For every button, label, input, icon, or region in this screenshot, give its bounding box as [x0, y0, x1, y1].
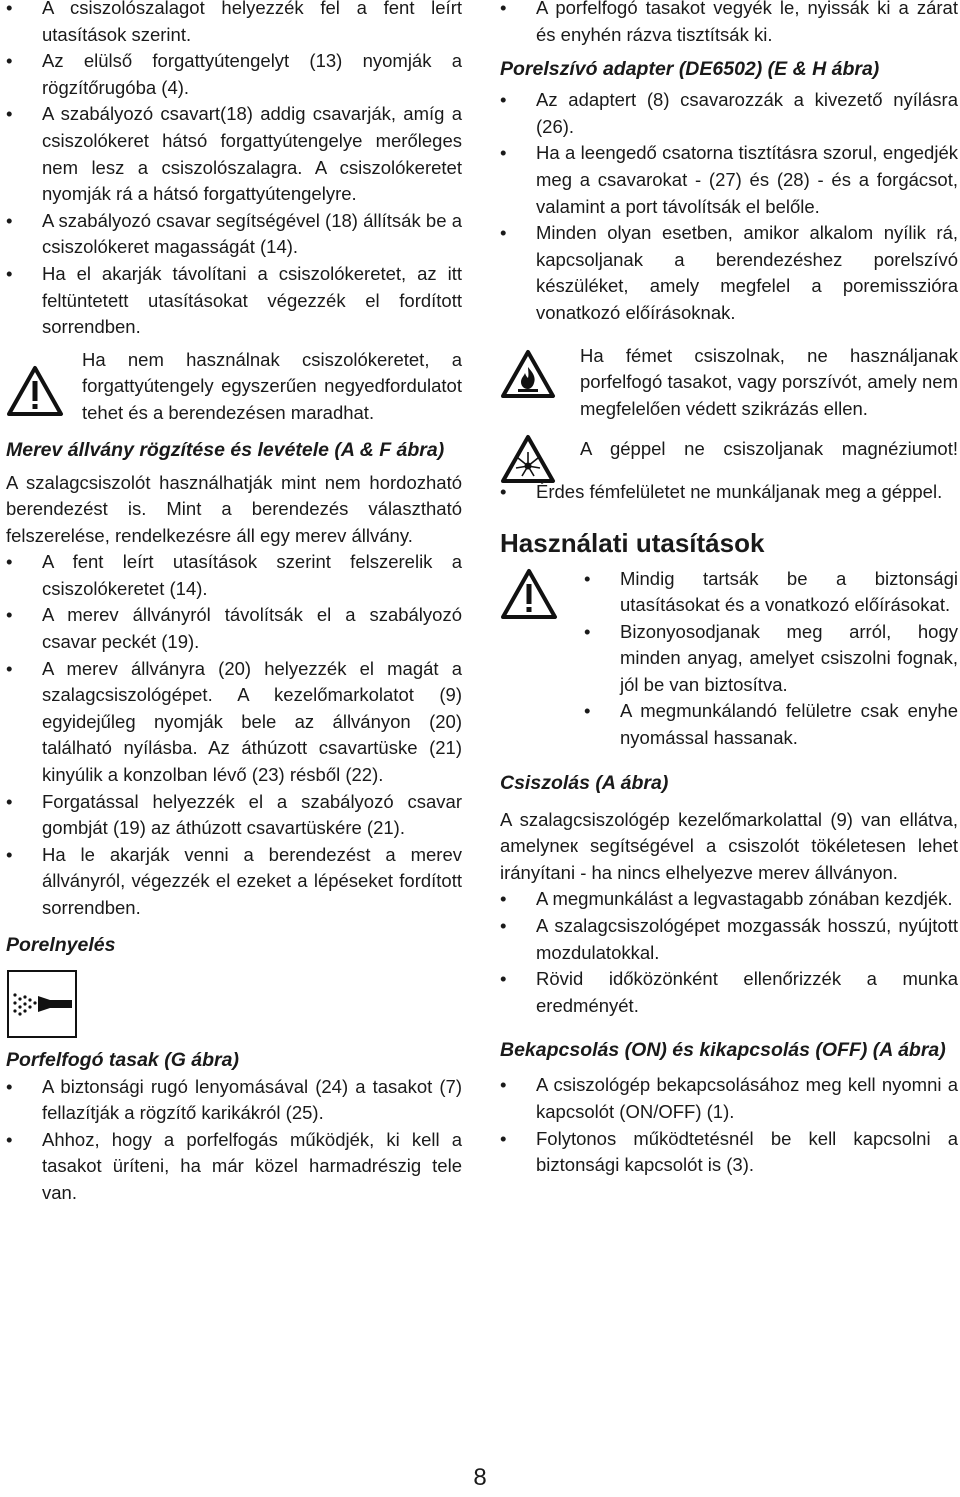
list-item: • A szabályozó csavar segítségével (18) állítsák be a csiszolókeret magasságát (14).: [6, 208, 462, 261]
list-item: • A megmunkálandó felületre csak enyhe nyomással hassanak.: [584, 698, 958, 751]
explosion-warning-text: A géppel ne csiszoljanak magnéziumot!: [580, 438, 958, 460]
list-item: • A merev állványról távolítsák el a szabályozó csavar peckét (19).: [6, 602, 462, 655]
list-item: • Ha a leengedő csatorna tisztításra szorul, engedjék meg a csavarokat - (27) és (28) - és a forgácsot, valamint a port távolítsák el belőle.: [500, 140, 958, 220]
left-column: [6, 0, 462, 1207]
explosion-warning: [500, 436, 958, 463]
list-item: • Mindig tartsák be a biztonsági utasításokat és a vonatkozó előírásokat.: [584, 566, 958, 619]
bag-heading: Porfelfogó tasak (G ábra): [6, 1048, 239, 1071]
dust-extraction-icon: [6, 969, 78, 1039]
list-item: • A szabályozó csavart(18) addig csavarják, amíg a csiszolókeret hátsó forgattyútengelye merőleges nem lesz a csiszolószalagra. A csiszolókeretet nyomják rá a hátsó forgattyútengelyre.: [6, 101, 462, 207]
list-item: • Forgatással helyezzék el a szabályozó csavar gombját (19) az áthúzott csavartüskére (21).: [6, 789, 462, 842]
usage-bullets: [584, 566, 958, 752]
list-item: • Minden olyan esetben, amikor alkalom nyílik rá, kapcsoljanak a berendezéshez porelszívó készüléket, amely megfelel a poremisszióra vonatkozó előírásoknak.: [500, 220, 958, 326]
list-item: • Az elülső forgattyútengelyt (13) nyomják a rögzítőrugóba (4).: [6, 48, 462, 101]
list-item: • Ha el akarják távolítani a csiszolókeretet, az itt feltüntetett utasításokat végezzék el fordított sorrendben.: [6, 261, 462, 341]
warning-triangle-icon: [6, 365, 64, 425]
list-item: • Ahhoz, hogy a porfelfogás működjék, ki kell a tasakot üríteni, ha már közel harmadrészig tele van.: [6, 1127, 462, 1207]
list-item: • A csiszológép bekapcsolásához meg kell nyomni a kapcsolót (ON/OFF) (1).: [500, 1072, 958, 1125]
right-column: [500, 0, 958, 1179]
flammable-warning-icon: [500, 349, 556, 407]
list-item: • Folytonos működtetésnél be kell kapcsolni a biztonsági kapcsolót is (3).: [500, 1126, 958, 1179]
bag-bullets: [6, 1074, 462, 1207]
list-item: • A megmunkálást a legvastagabb zónában kezdjék.: [500, 886, 958, 913]
bag-empty-bullets: [500, 0, 958, 48]
list-item: • A csiszolószalagot helyezzék fel a fent leírt utasítások szerint.: [6, 0, 462, 48]
page-number: 8: [473, 1464, 487, 1491]
usage-heading: Használati utasítások: [500, 527, 765, 558]
frame-warning: [6, 347, 462, 427]
stand-paragraph: A szalagcsiszolót használhatják mint nem hordozható berendezést is. Mint a berendezés választható felszerelése, rendelkezésre áll egy merev állvány.: [6, 471, 462, 546]
list-item: • Ha le akarják venni a berendezést a merev állványról, végezzék el ezeket a lépéseket fordított sorrendben.: [6, 842, 462, 922]
stand-bullets: [6, 549, 462, 921]
list-item: • A merev állványra (20) helyezzék el magát a szalagcsiszológépet. A kezelőmarkolatot (9) egyidejűleg nyomják bele az állványon (20) található nyílásba. Az áthúzott csavartüske (21) kinyúlik a konzolban lévő (23) résből (22).: [6, 656, 462, 789]
sanding-heading: Csiszolás (A ábra): [500, 771, 669, 794]
warning-text: Ha nem használnak csiszolókeretet, a forgattyútengely egyszerűen negyedfordulatot tehet és a berendezésen maradhat.: [82, 348, 462, 423]
warning-triangle-icon: [500, 568, 558, 628]
switch-heading: Bekapcsolás (ON) és kikapcsolás (OFF) (A ábra): [500, 1039, 946, 1062]
list-item: • A porfelfogó tasakot vegyék le, nyissák ki a zárat és enyhén rázva tisztítsák ki.: [500, 0, 958, 48]
stand-heading: Merev állvány rögzítése és levétele (A & F ábra): [6, 438, 445, 461]
list-item: • A szalagcsiszológépet mozgassák hosszú, nyújtott mozdulatokkal.: [500, 913, 958, 966]
list-item: • Rövid időközönként ellenőrizzék a munka eredményét.: [500, 966, 958, 1019]
dust-heading: Porelnyelés: [6, 933, 116, 956]
switch-bullets: [500, 1072, 958, 1178]
sanding-bullets: [500, 886, 958, 1019]
list-item: • Az adaptert (8) csavarozzák a kivezető nyílásra (26).: [500, 87, 958, 140]
list-item: • A fent leírt utasítások szerint felszerelik a csiszolókeretet (14).: [6, 549, 462, 602]
fire-warning: [500, 343, 958, 423]
usage-warning: [500, 566, 958, 752]
list-item: • Érdes fémfelületet ne munkáljanak meg a géppel.: [500, 479, 958, 506]
list-item: • Bizonyosodjanak meg arról, hogy minden anyag, amelyet csiszolni fognak, jól be van biztosítva.: [584, 619, 958, 699]
fire-warning-text: Ha fémet csiszolnak, ne használjanak porfelfogó tasakot, vagy porszívót, amely nem megfelelően védett szikrázás ellen.: [580, 344, 958, 419]
sanding-paragraph: A szalagcsiszológép kezelőmarkolattal (9) van ellátva, amelyneк segítségével a csiszolót tökéletesen lehet irányítani - ha nincs elhelyezve merev állványon.: [500, 808, 958, 883]
adapter-bullets: [500, 87, 958, 326]
list-item: • A biztonsági rugó lenyomásával (24) a tasakot (7) fellazítják a rögzítő karikákról (25).: [6, 1074, 462, 1127]
frame-bullets: [6, 0, 462, 341]
adapter-heading: Porelszívó adapter (DE6502) (E & H ábra): [500, 58, 880, 81]
metal-bullets: [500, 479, 958, 506]
